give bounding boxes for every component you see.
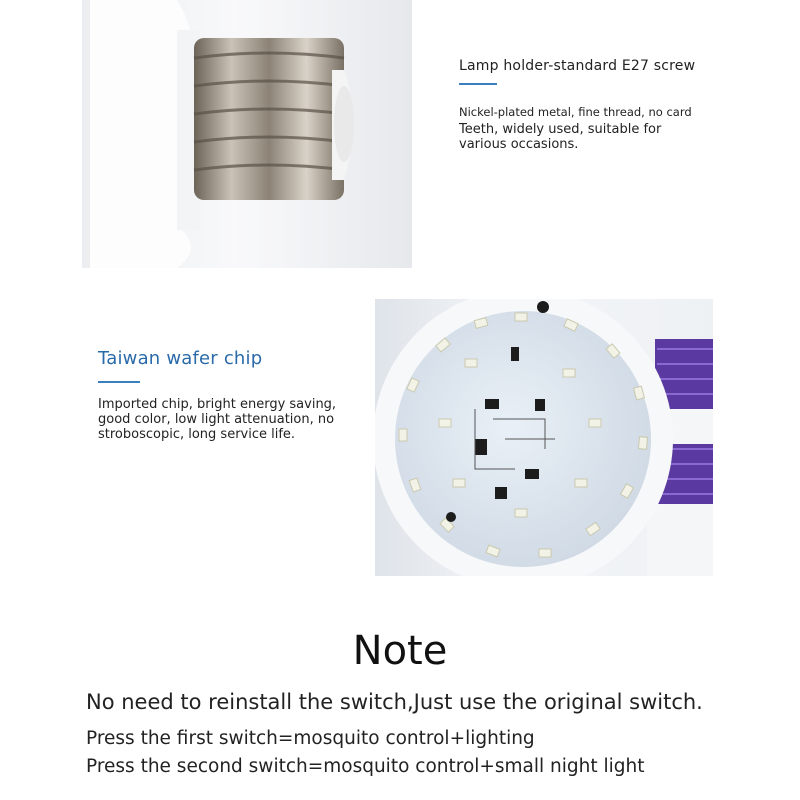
screw-desc-line1: Nickel-plated metal, fine thread, no card: [459, 105, 692, 119]
led-chip-photo: [375, 299, 713, 576]
note-line-3: Press the second switch=mosquito control+small night light: [86, 756, 645, 777]
screw-heading: Lamp holder-standard E27 screw: [459, 58, 696, 74]
chip-desc-line1: Imported chip, bright energy saving,: [98, 397, 337, 412]
note-line-1: No need to reinstall the switch,Just use the original switch.: [86, 690, 703, 714]
screw-feature-block: [459, 58, 779, 152]
screw-desc-line2: Teeth, widely used, suitable for: [459, 122, 662, 137]
e27-screw-photo: [82, 0, 412, 268]
note-title: Note: [352, 628, 448, 674]
note-line-2: Press the first switch=mosquito control+lighting: [86, 728, 535, 749]
chip-desc-line2: good color, low light attenuation, no: [98, 412, 335, 427]
chip-feature-block: [98, 348, 368, 442]
e27-screw-illustration: [82, 0, 412, 268]
chip-desc-line3: stroboscopic, long service life.: [98, 427, 296, 442]
screw-desc-line3: various occasions.: [459, 137, 579, 152]
led-board-illustration: [375, 299, 713, 576]
chip-heading: Taiwan wafer chip: [98, 348, 263, 369]
